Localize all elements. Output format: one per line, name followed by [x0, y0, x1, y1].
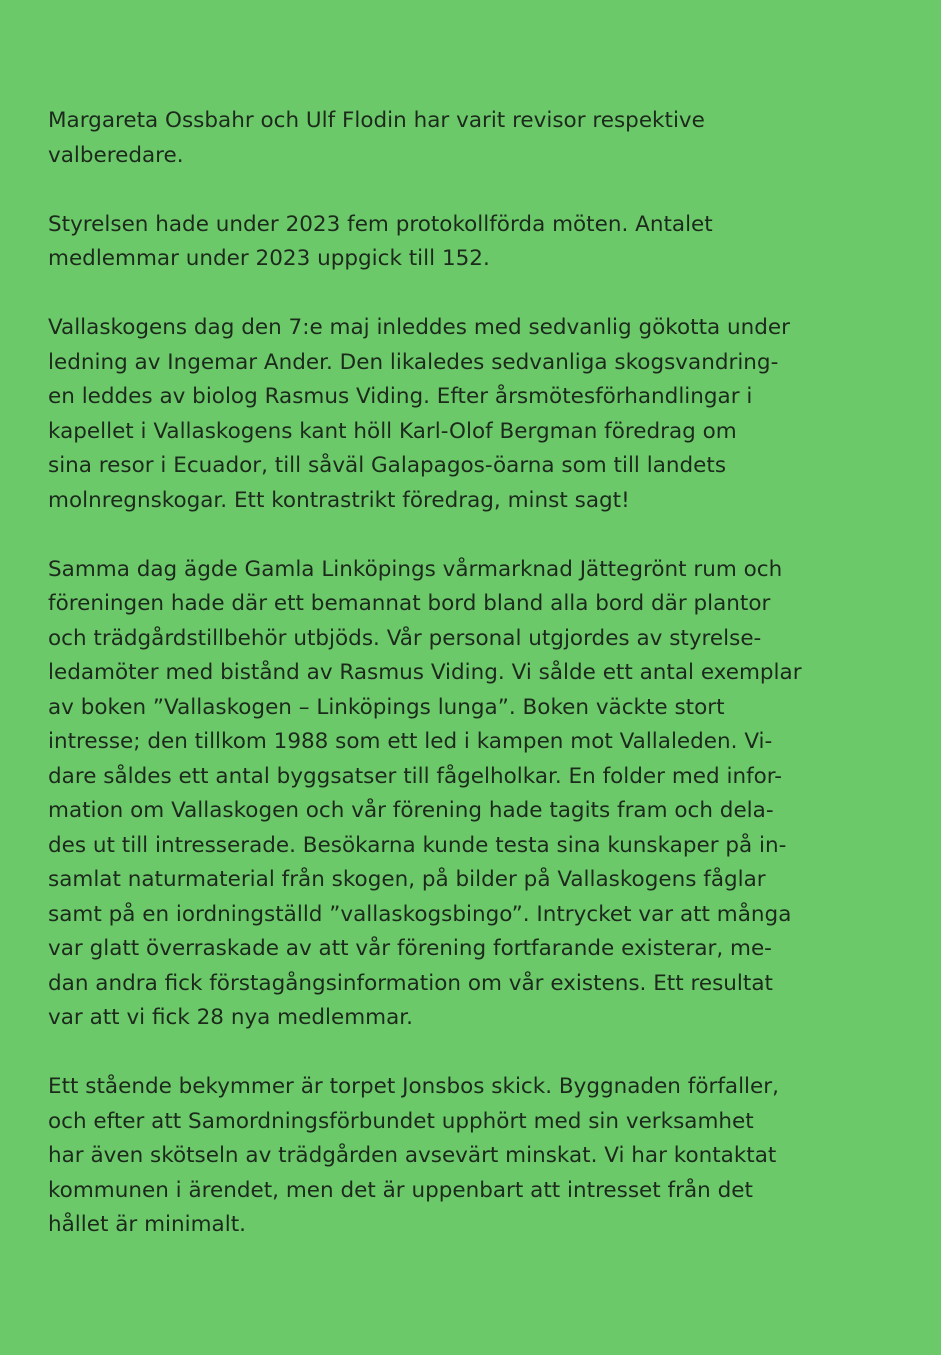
text-line: Styrelsen hade under 2023 fem protokollförda möten. Antalet — [48, 211, 713, 237]
text-line: och efter att Samordningsförbundet upphört med sin verksamhet — [48, 1108, 754, 1134]
text-line: föreningen hade där ett bemannat bord bland alla bord där plantor — [48, 591, 771, 616]
paragraph-gap — [48, 518, 881, 553]
text-line: samt på en iordningställd ”vallaskogsbingo”. Intrycket var att många — [48, 901, 792, 927]
text-line: och trädgårdstillbehör utbjöds. Vår personal utgjordes av styrelse- — [48, 625, 762, 651]
text-line: dan andra fick förstagångsinformation om vår existens. Ett resultat — [48, 970, 773, 996]
text-line: molnregnskogar. Ett kontrastrikt föredrag, minst sagt! — [48, 487, 630, 513]
text-line: Vallaskogens dag den 7:e maj inleddes med sedvanlig gökotta under — [48, 315, 790, 340]
text-line: Margareta Ossbahr och Ulf Flodin har varit revisor respektive — [48, 108, 705, 133]
text-line: intresse; den tillkom 1988 som ett led i kampen mot Vallaleden. Vi- — [48, 729, 773, 754]
text-line: var att vi fick 28 nya medlemmar. — [48, 1005, 413, 1030]
paragraph-3 — [48, 311, 881, 518]
text-line: av boken ”Vallaskogen – Linköpings lunga”. Boken väckte stort — [48, 694, 725, 720]
text-line: des ut till intresserade. Besökarna kunde testa sina kunskaper på in- — [48, 832, 787, 858]
paragraph-2 — [48, 208, 881, 277]
text-line: en leddes av biolog Rasmus Viding. Efter årsmötesförhandlingar i — [48, 384, 753, 409]
paragraph-5 — [48, 1070, 881, 1243]
paragraph-4 — [48, 553, 881, 1036]
text-line: kapellet i Vallaskogens kant höll Karl-Olof Bergman föredrag om — [48, 418, 737, 444]
text-line: samlat naturmaterial från skogen, på bilder på Vallaskogens fåglar — [48, 867, 766, 892]
text-line: ledamöter med bistånd av Rasmus Viding. Vi sålde ett antal exemplar — [48, 660, 802, 685]
text-line: var glatt överraskade av att vår förening fortfarande existerar, me- — [48, 936, 772, 961]
text-line: dare såldes ett antal byggsatser till fågelholkar. En folder med infor- — [48, 763, 783, 789]
text-line: Ett stående bekymmer är torpet Jonsbos skick. Byggnaden förfaller, — [48, 1074, 779, 1099]
text-line: hållet är minimalt. — [48, 1212, 246, 1237]
paragraph-gap — [48, 1036, 881, 1071]
paragraph-1 — [48, 104, 881, 173]
document-body — [48, 104, 881, 1243]
text-line: sina resor i Ecuador, till såväl Galapagos-öarna som till landets — [48, 453, 727, 478]
text-line: medlemmar under 2023 uppgick till 152. — [48, 246, 490, 271]
text-line: kommunen i ärendet, men det är uppenbart att intresset från det — [48, 1177, 753, 1203]
text-line: har även skötseln av trädgården avsevärt minskat. Vi har kontaktat — [48, 1143, 777, 1168]
text-line: valberedare. — [48, 142, 184, 168]
text-line: Samma dag ägde Gamla Linköpings vårmarknad Jättegrönt rum och — [48, 556, 783, 582]
text-line: mation om Vallaskogen och vår förening hade tagits fram och dela- — [48, 798, 774, 823]
paragraph-gap — [48, 277, 881, 312]
paragraph-gap — [48, 173, 881, 208]
text-line: ledning av Ingemar Ander. Den likaledes sedvanliga skogsvandring- — [48, 349, 779, 375]
